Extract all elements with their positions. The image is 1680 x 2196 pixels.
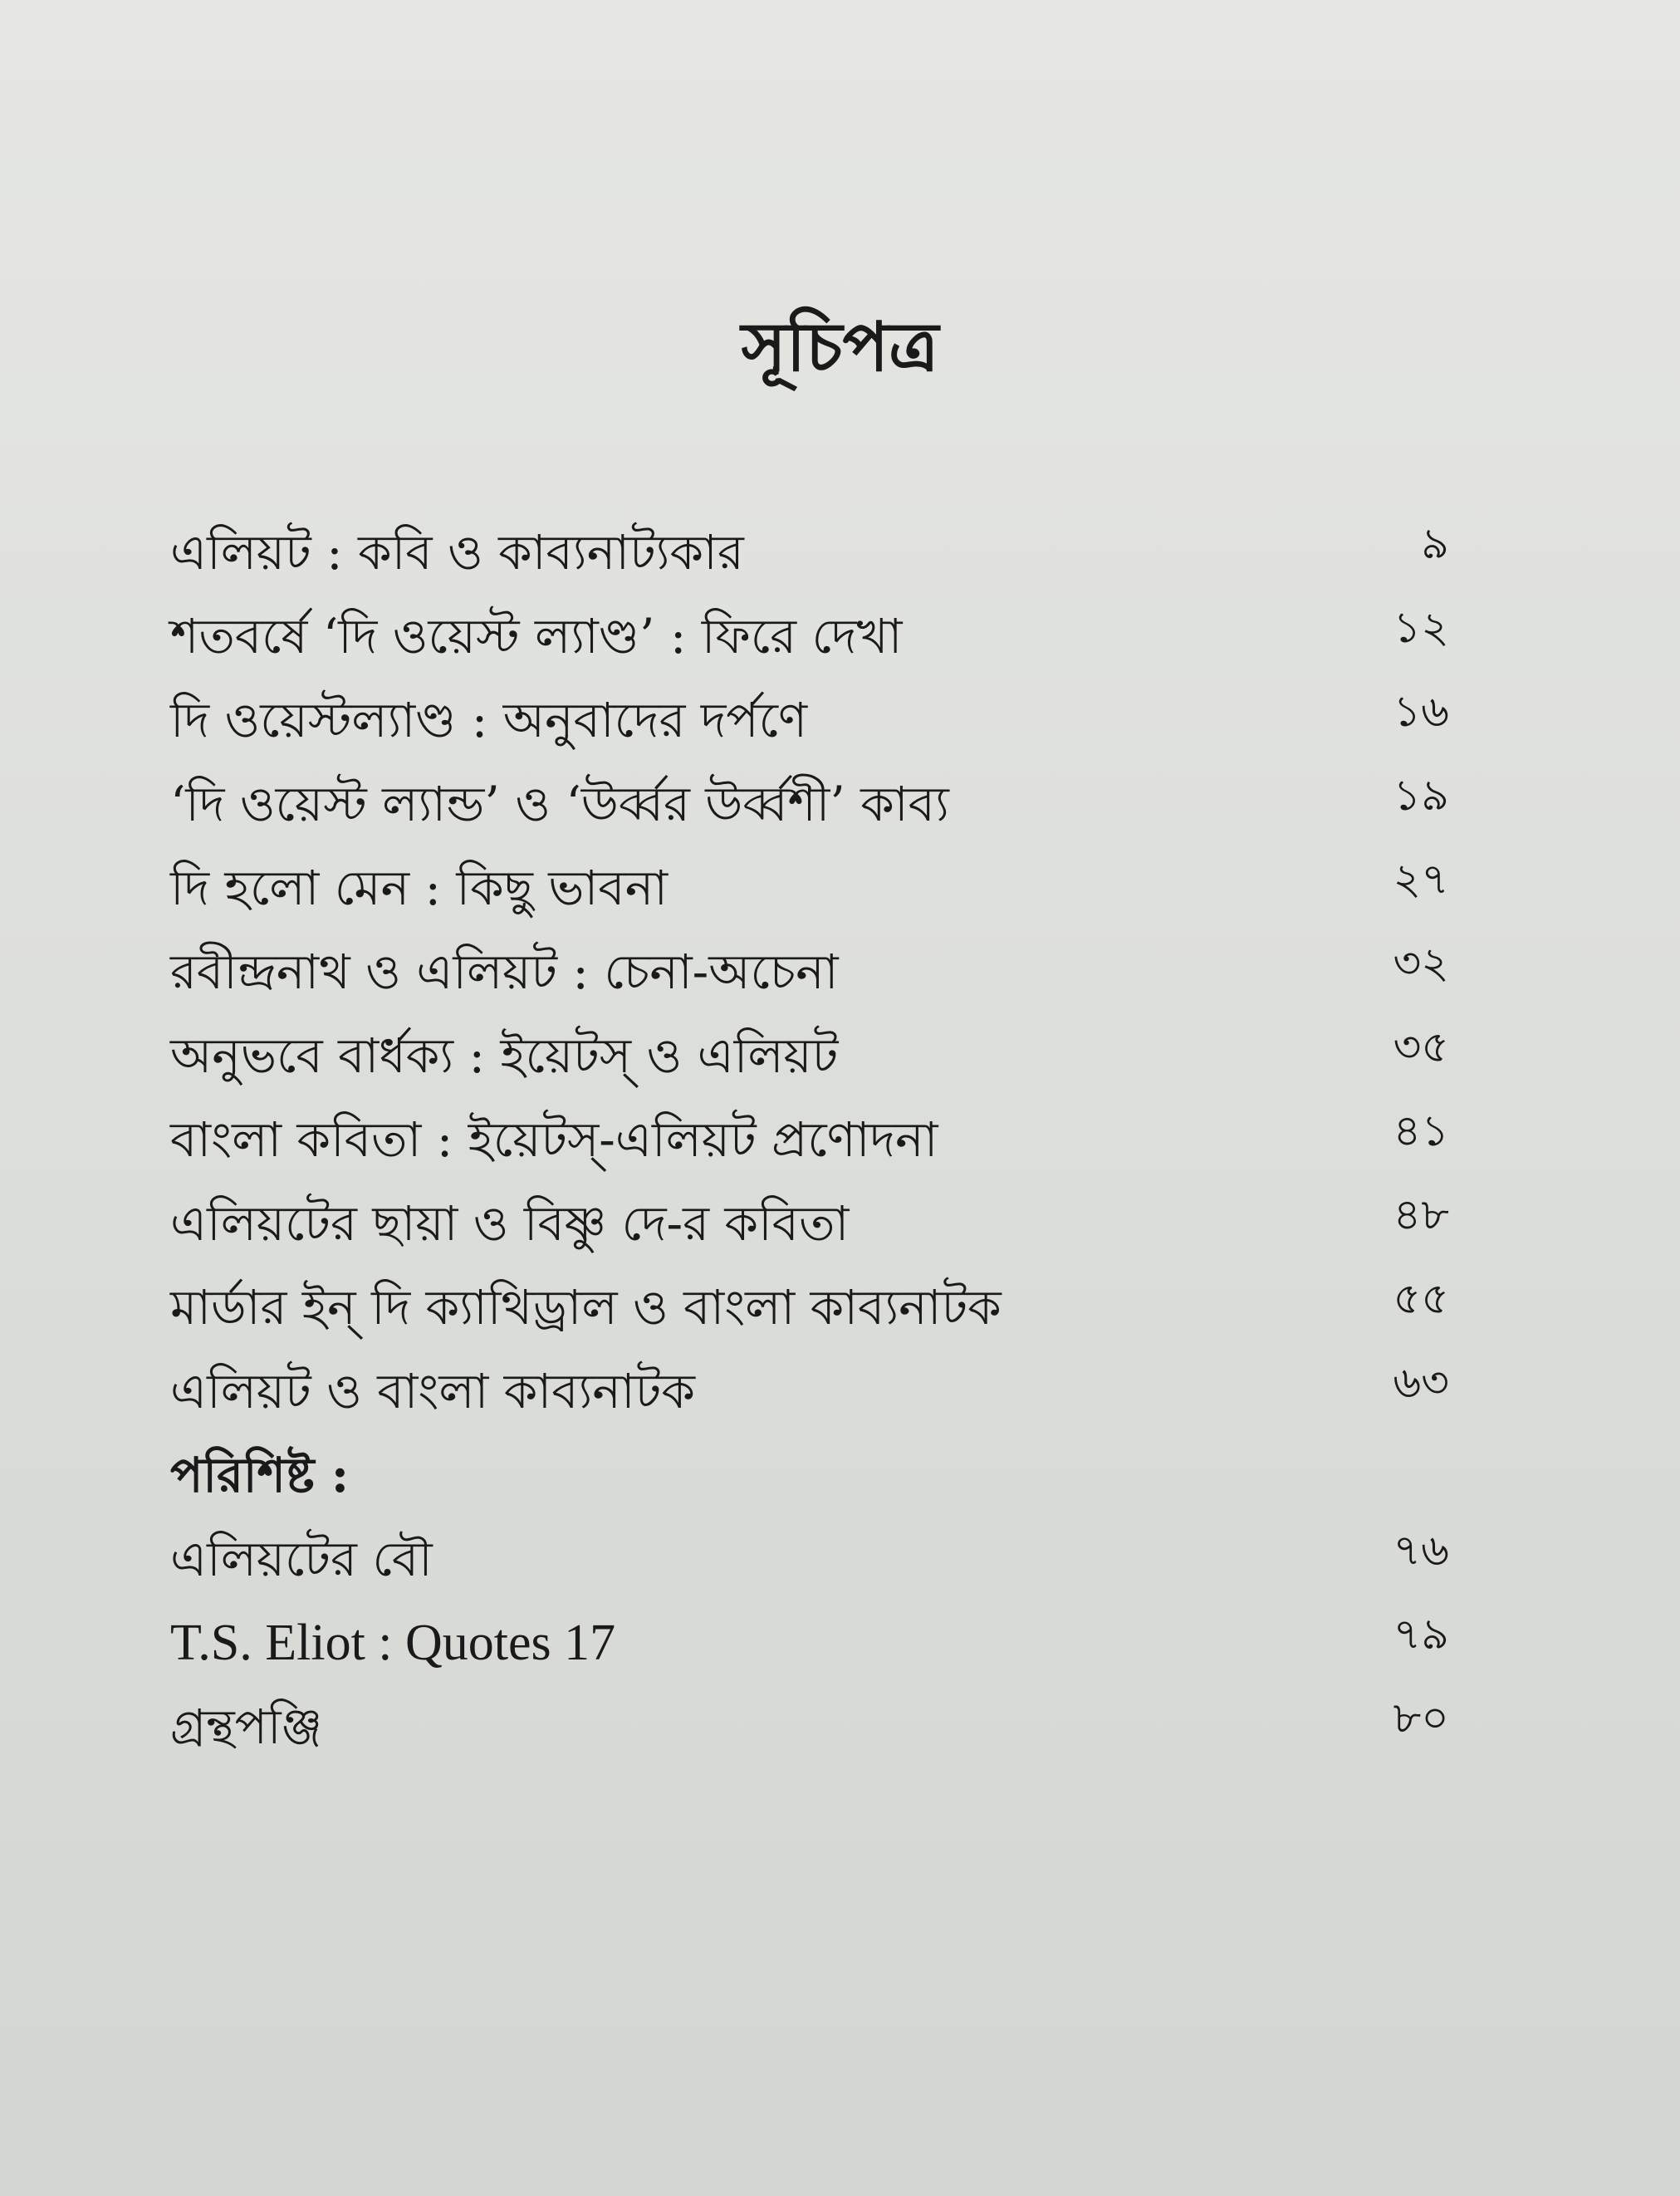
toc-entry bbox=[170, 603, 1449, 687]
toc-entry bbox=[170, 1694, 1449, 1777]
toc-entry-label: এলিয়ট ও বাংলা কাব্যনাটক bbox=[170, 1363, 695, 1419]
toc-page-number: ৯ bbox=[1421, 519, 1449, 569]
toc-entry bbox=[170, 687, 1449, 771]
toc-entry bbox=[170, 1106, 1449, 1190]
toc-entry-label: রবীন্দ্রনাথ ও এলিয়ট : চেনা-অচেনা bbox=[170, 944, 839, 1000]
toc-entry-label: গ্রন্থপঞ্জি bbox=[170, 1698, 323, 1755]
page-title: সূচিপত্র bbox=[741, 307, 939, 387]
toc-page-number: ১৬ bbox=[1393, 687, 1449, 737]
toc-entry-label: T.S. Eliot : Quotes 17 bbox=[170, 1615, 616, 1671]
toc-entry-label: এলিয়টের বৌ bbox=[170, 1531, 433, 1587]
toc-entry-label: ‘দি ওয়েস্ট ল্যান্ড’ ও ‘উর্ব্বর উর্ব্বশী’ কাব্য bbox=[170, 776, 949, 832]
toc-entry bbox=[170, 1358, 1449, 1442]
toc-entry-label: দি হলো মেন : কিছু ভাবনা bbox=[170, 860, 669, 916]
toc-page-number: ৮০ bbox=[1393, 1694, 1449, 1743]
toc-entry-label: অনুভবে বার্ধক্য : ইয়েটস্ ও এলিয়ট bbox=[170, 1027, 839, 1084]
toc-page-number: ৫৫ bbox=[1393, 1274, 1449, 1324]
toc-page-number: ৩২ bbox=[1393, 939, 1449, 988]
appendix-heading: পরিশিষ্ট : bbox=[170, 1447, 350, 1503]
toc-entry-label: দি ওয়েস্টল্যাণ্ড : অনুবাদের দর্পণে bbox=[170, 692, 808, 748]
toc-entry-label: এলিয়ট : কবি ও কাব্যনাট্যকার bbox=[170, 524, 744, 581]
toc-page-number: ১৯ bbox=[1393, 771, 1449, 821]
toc-page-number: ১২ bbox=[1393, 603, 1449, 653]
toc-entry bbox=[170, 1610, 1449, 1694]
toc-entry-label: মার্ডার ইন্ দি ক্যাথিড্রাল ও বাংলা কাব্যনাটক bbox=[170, 1279, 1002, 1336]
table-of-contents bbox=[170, 519, 1449, 1777]
toc-entry bbox=[170, 771, 1449, 855]
toc-page-number: ৪১ bbox=[1393, 1106, 1449, 1156]
toc-page-number: ৩৫ bbox=[1393, 1022, 1449, 1072]
toc-page-number: ৪৮ bbox=[1393, 1190, 1449, 1240]
toc-entry bbox=[170, 1022, 1449, 1106]
toc-entry bbox=[170, 1274, 1449, 1358]
toc-page-number: ৭৯ bbox=[1393, 1610, 1449, 1659]
toc-page-number: ৬৩ bbox=[1393, 1358, 1449, 1408]
toc-entry-label: শতবর্ষে ‘দি ওয়েস্ট ল্যাণ্ড’ : ফিরে দেখা bbox=[170, 608, 903, 664]
toc-entry bbox=[170, 855, 1449, 939]
toc-entry bbox=[170, 519, 1449, 603]
toc-entry-label: এলিয়টের ছায়া ও বিষ্ণু দে-র কবিতা bbox=[170, 1195, 850, 1252]
toc-entry bbox=[170, 939, 1449, 1022]
toc-entry bbox=[170, 1526, 1449, 1610]
toc-entry-label: বাংলা কবিতা : ইয়েটস্-এলিয়ট প্রণোদনা bbox=[170, 1111, 938, 1168]
toc-page-number: ২৭ bbox=[1393, 855, 1449, 904]
toc-page-number: ৭৬ bbox=[1393, 1526, 1449, 1576]
toc-entry bbox=[170, 1190, 1449, 1274]
